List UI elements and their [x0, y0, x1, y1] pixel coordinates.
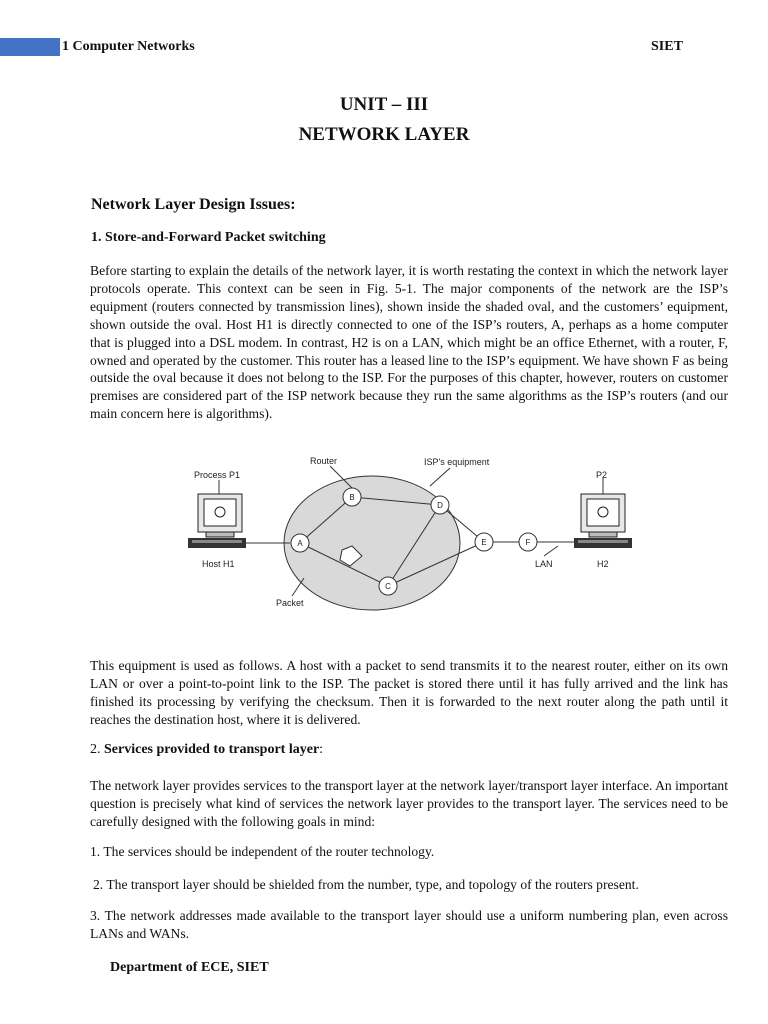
label-process-p1: Process P1	[194, 470, 241, 480]
label-router: Router	[310, 456, 338, 466]
paragraph-services: The network layer provides services to the transport layer at the network layer/transport layer interface. An important question is precisely what kind of services the network layer provides to the transport layer. The services need to be carefully designed with the following goals in mind:	[90, 778, 728, 829]
isp-equipment-oval	[284, 476, 460, 610]
section2-heading	[90, 742, 323, 758]
subsection-heading-store-forward: 1. Store-and-Forward Packet switching	[91, 230, 326, 245]
label-lan: LAN	[535, 559, 553, 569]
router-label-f: F	[525, 538, 531, 547]
host-h1-computer	[188, 494, 246, 548]
paragraph-equipment-usage: This equipment is used as follows. A host with a packet to send transmits it to the nearest router, either on its own LAN or over a point-to-point link to the ISP. The packet is stored there until it has fully arrived and the link has finished its processing by verifying the checksum. Then it is forwarded to the next router along the path until it reaches the destination host, where it is delivered.	[90, 658, 728, 727]
goal-item-1: 1. The services should be independent of the router technology.	[90, 844, 435, 859]
router-label-d: D	[437, 501, 443, 510]
section2-colon: :	[319, 742, 324, 757]
label-p2: P2	[596, 470, 608, 480]
paragraph-context: Before starting to explain the details of the network layer, it is worth restating the context in which the network layer protocols operate. This context can be seen in Fig. 5-1. The major components of the network are the ISP’s equipment (routers connected by transmission lines), shown inside the shaded oval, and the customers’ equipment, shown outside the oval. Host H1 is directly connected to one of the ISP’s routers, A, perhaps as a home computer that is plugged into a DSL modem. In contrast, H2 is on a LAN, which might be an office Ethernet, with a router, F, owned and operated by the customer. This router has a leased line to the ISP’s equipment. We have shown F as being outside the oval because it does not belong to the ISP. For the purposes of this chapter, however, routers on customer premises are considered part of the ISP network because they run the same algorithms as the ISP’s routers (and our main concern here is algorithms).	[90, 263, 728, 422]
footer-department: Department of ECE, SIET	[110, 960, 269, 975]
goal-item-2: 2. The transport layer should be shielded from the number, type, and topology of the routers present.	[93, 877, 639, 892]
leader-packet	[292, 578, 304, 596]
section2-title: Services provided to transport layer	[104, 742, 320, 757]
goal-item-3: 3. The network addresses made available to the transport layer should use a uniform numbering plan, even across LANs and WANs.	[90, 908, 728, 941]
router-label-b: B	[349, 493, 355, 502]
network-diagram	[180, 450, 640, 615]
section-heading: Network Layer Design Issues:	[91, 196, 296, 213]
label-packet: Packet	[276, 598, 304, 608]
label-isp-equipment: ISP's equipment	[424, 457, 490, 467]
router-label-e: E	[481, 538, 487, 547]
unit-title: UNIT – III	[339, 94, 429, 115]
header-institution: SIET	[651, 39, 683, 54]
label-h2: H2	[597, 559, 609, 569]
section2-number: 2.	[90, 742, 104, 757]
unit-subtitle: NETWORK LAYER	[298, 124, 470, 145]
header-accent-bar	[0, 38, 60, 56]
leader-lan	[544, 546, 558, 556]
label-host-h1: Host H1	[202, 559, 235, 569]
router-label-c: C	[385, 582, 391, 591]
router-label-a: A	[297, 539, 303, 548]
host-h2-computer	[574, 494, 632, 548]
header-course-title: 1 Computer Networks	[62, 39, 195, 54]
leader-isp	[430, 468, 450, 486]
